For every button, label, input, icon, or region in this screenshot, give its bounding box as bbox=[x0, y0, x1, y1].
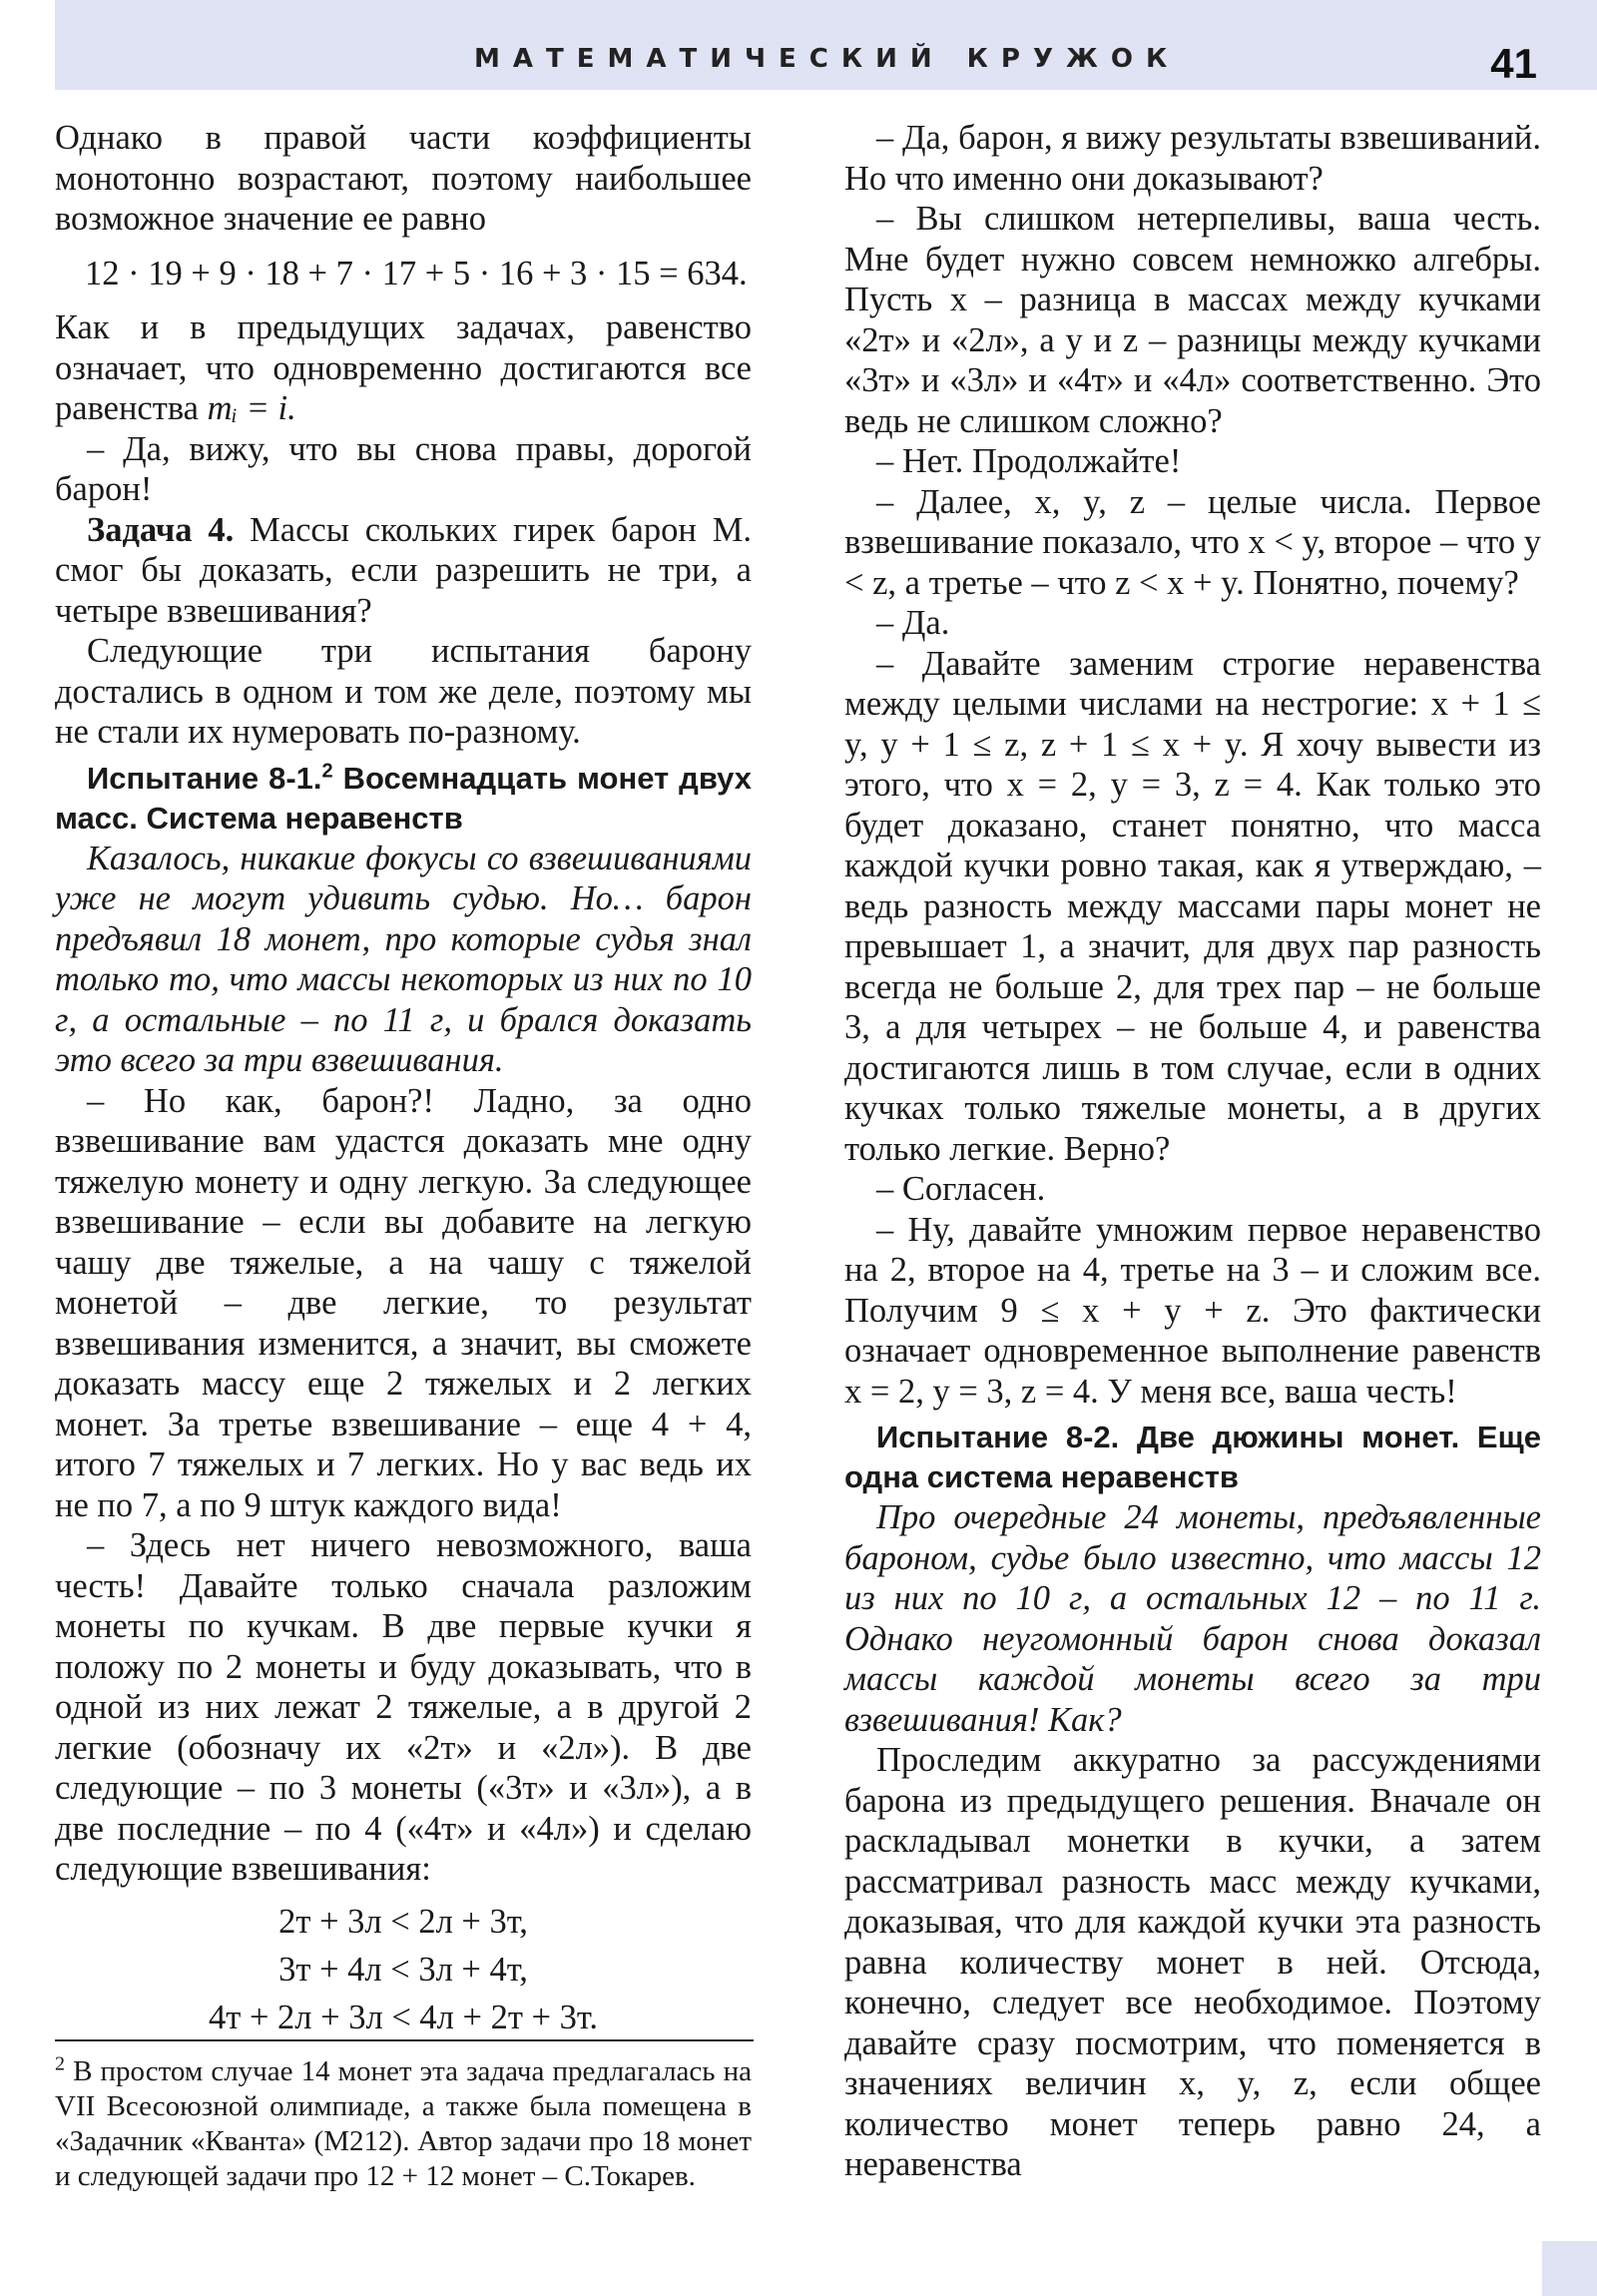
section-heading bbox=[55, 759, 752, 839]
footnote-divider bbox=[55, 2039, 754, 2041]
page-number: 41 bbox=[1490, 40, 1537, 87]
weighing-equation: 3т + 4л < 3л + 4т, bbox=[278, 1950, 528, 1989]
italic-statement: Про очередные 24 монеты, предъявленные бароном, судье было известно, что массы 12 из них по 10 г, а остальных 12 – по 11 г. Однако неугомонный барон снова доказал массы каждой монеты всего за три взвешивания! Как? bbox=[844, 1498, 1541, 1739]
weighings bbox=[55, 1898, 752, 2041]
footnote-ref: 2 bbox=[321, 760, 333, 783]
running-title: МАТЕМАТИЧЕСКИЙ КРУЖОК bbox=[474, 44, 1181, 74]
section-heading: Испытание 8-2. Две дюжины монет. Еще одна система неравенств bbox=[844, 1420, 1541, 1494]
page-corner-tab bbox=[1542, 2241, 1597, 2296]
equation: 12 · 19 + 9 · 18 + 7 · 17 + 5 · 16 + 3 · 15 = 634. bbox=[85, 254, 748, 292]
right-column bbox=[844, 118, 1541, 2185]
math-inline: mᵢ = i. bbox=[207, 389, 296, 427]
footnote-text: В простом случае 14 монет эта задача предлагалась на VII Всесоюзной олимпиаде, а также была помещена в «Задачник «Кванта» (М212). Автор задачи про 18 монет и следующей задачи про 12 + 12 монет – С.Токарев. bbox=[55, 2055, 752, 2192]
weighing-equation: 2т + 3л < 2л + 3т, bbox=[278, 1902, 528, 1941]
task-text: Массы скольких гирек барон М. смог бы доказать, если разрешить не три, а четыре взвешивания? bbox=[55, 510, 752, 630]
running-header bbox=[55, 0, 1597, 90]
dialogue-line: – Нет. Продолжайте! bbox=[876, 442, 1182, 480]
dialogue-line: – Да. bbox=[876, 604, 950, 642]
paragraph: Проследим аккуратно за рассуждениями барона из предыдущего решения. Вначале он раскладывал монетки в кучки, а затем рассматривал разность масс между кучками, доказывая, что для каждой кучки эта разность равна количеству монет в ней. Отсюда, конечно, следует все необходимое. Поэтому давайте сразу посмотрим, что поменяется в значениях величин x, y, z, если общее количество монет теперь равно 24, а неравенства bbox=[844, 1741, 1541, 2183]
dialogue-line: – Далее, x, y, z – целые числа. Первое взвешивание показало, что x < y, второе – что y < z, а третье – что z < x + y. Понятно, почему? bbox=[844, 482, 1541, 602]
paragraph bbox=[55, 307, 752, 429]
dialogue-line: – Да, вижу, что вы снова правы, дорогой барон! bbox=[55, 429, 752, 508]
heading-rest: Восемнадцать монет двух масс. Система неравенств bbox=[55, 760, 752, 836]
task-paragraph bbox=[55, 510, 752, 632]
left-column bbox=[55, 118, 752, 2041]
footnote-mark: 2 bbox=[55, 2052, 65, 2075]
paragraph-text: Как и в предыдущих задачах, равенство означает, что одновременно достигаются все равенства bbox=[55, 308, 752, 427]
dialogue-line: – Но как, барон?! Ладно, за одно взвешивание вам удастся доказать мне одну тяжелую монету и одну легкую. За следующее взвешивание – если вы добавите на легкую чашу две тяжелые, а на чашу с тяжелой монетой – две легкие, то результат взвешивания изменится, а значит, вы сможете доказать массу еще 2 тяжелых и 2 легких монет. За третье взвешивание – еще 4 + 4, итого 7 тяжелых и 7 легких. Но у вас ведь их не по 7, а по 9 штук каждого вида! bbox=[55, 1081, 752, 1524]
italic-statement: Казалось, никакие фокусы со взвешиваниями уже не могут удивить судью. Но… барон предъявил 18 монет, про которые судья знал только то, что массы некоторых из них по 10 г, а остальные – по 11 г, и брался доказать это всего за три взвешивания. bbox=[55, 839, 752, 1079]
heading-prefix: Испытание 8-1. bbox=[87, 760, 322, 796]
task-label: Задача 4. bbox=[87, 510, 235, 549]
dialogue-line: – Давайте заменим строгие неравенства между целыми числами на нестрогие: x + 1 ≤ y, y + 1 ≤ z, z + 1 ≤ x + y. Я хочу вывести из этого, что x = 2, y = 3, z = 4. Как только это будет доказано, станет понятно, что масса каждой кучки ровно такая, как я утверждаю, – ведь разность между массами пары монет не превышает 1, а значит, для двух пар разность всегда не больше 2, для трех пар – не больше 3, а для четырех – не больше 4, и равенства достигаются лишь в том случае, если в одних кучках только тяжелые монеты, а в других только легкие. Верно? bbox=[844, 644, 1541, 1168]
dialogue-line: – Здесь нет ничего невозможного, ваша честь! Давайте только сначала разложим монеты по кучкам. В две первые кучки я положу по 2 монеты и буду доказывать, что в одной из них лежат 2 тяжелые, а в другой 2 легкие (обозначу их «2т» и «2л»). В две следующие – по 3 монеты («3т» и «3л»), а в две последние – по 4 («4т» и «4л») и сделаю следующие взвешивания: bbox=[55, 1526, 752, 1888]
dialogue-line: – Согласен. bbox=[876, 1170, 1046, 1208]
paragraph: Следующие три испытания барону достались в одном и том же деле, поэтому мы не стали их нумеровать по-разному. bbox=[55, 632, 752, 751]
dialogue-line: – Да, барон, я вижу результаты взвешиваний. Но что именно они доказывают? bbox=[844, 119, 1541, 198]
weighing-equation: 4т + 2л + 3л < 4л + 2т + 3т. bbox=[209, 1998, 598, 2036]
footnote bbox=[55, 2054, 752, 2194]
dialogue-line: – Вы слишком нетерпеливы, ваша честь. Мне будет нужно совсем немножко алгебры. Пусть x – разница в массах между кучками «2т» и «2л», а y и z – разницы между кучками «3т» и «3л» и «4т» и «4л» соответственно. Это ведь не слишком сложно? bbox=[844, 200, 1541, 440]
dialogue-line: – Ну, давайте умножим первое неравенство на 2, второе на 4, третье на 3 – и сложим все. Получим 9 ≤ x + y + z. Это фактически означает одновременное выполнение равенств x = 2, y = 3, z = 4. У меня все, ваша честь! bbox=[844, 1210, 1541, 1411]
paragraph: Однако в правой части коэффициенты монотонно возрастают, поэтому наибольшее возможное значение ее равно bbox=[55, 119, 752, 238]
